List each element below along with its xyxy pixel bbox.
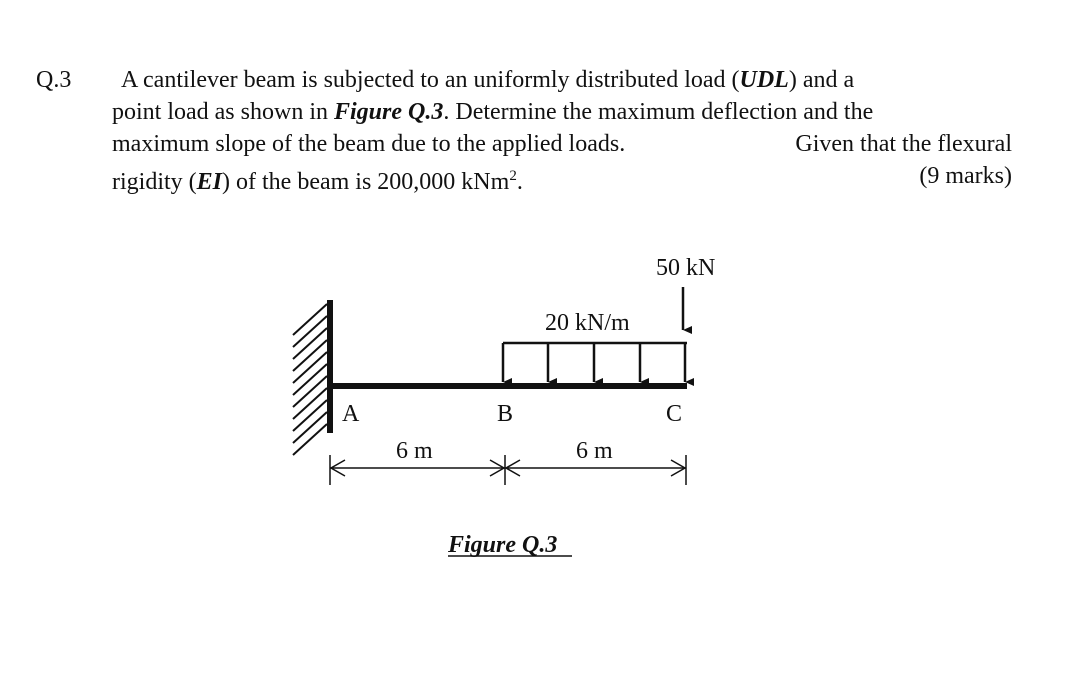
- figure-reference: Figure Q.3: [334, 99, 444, 125]
- line2-part-a: point load as shown in: [112, 99, 334, 125]
- point-label-c: C: [666, 401, 683, 427]
- udl-load: [503, 343, 687, 382]
- figure-caption: Figure Q.3: [448, 532, 558, 558]
- dimension-label-bc: 6 m: [576, 438, 613, 464]
- line1-part-a: A cantilever beam is subjected to an uniformly distributed load (: [121, 67, 740, 93]
- udl-label: 20 kN/m: [545, 310, 630, 336]
- fixed-support: [293, 300, 330, 455]
- line4-part-a: rigidity (: [112, 169, 197, 195]
- dimension-lines: [330, 455, 686, 485]
- line1-part-b: ) and a: [788, 67, 855, 93]
- line4-part-b: ) of the beam is 200,000 kNm: [222, 169, 510, 195]
- point-load-label: 50 kN: [656, 255, 716, 281]
- dimension-label-ab: 6 m: [396, 438, 433, 464]
- point-label-a: A: [342, 401, 360, 427]
- line4-part-c: .: [516, 169, 523, 195]
- question-number: Q.3: [36, 67, 72, 93]
- ei-term: EI: [196, 169, 223, 195]
- point-label-b: B: [497, 401, 514, 427]
- unit-superscript: 2: [509, 168, 517, 184]
- udl-term: UDL: [739, 67, 789, 93]
- line3-part-b: Given that the flexural: [795, 131, 1012, 157]
- line3-part-a: maximum slope of the beam due to the applied loads.: [112, 131, 626, 157]
- line2-part-b: . Determine the maximum deflection and the: [443, 99, 874, 125]
- support-hatching: [293, 304, 327, 455]
- marks-label: (9 marks): [919, 163, 1012, 189]
